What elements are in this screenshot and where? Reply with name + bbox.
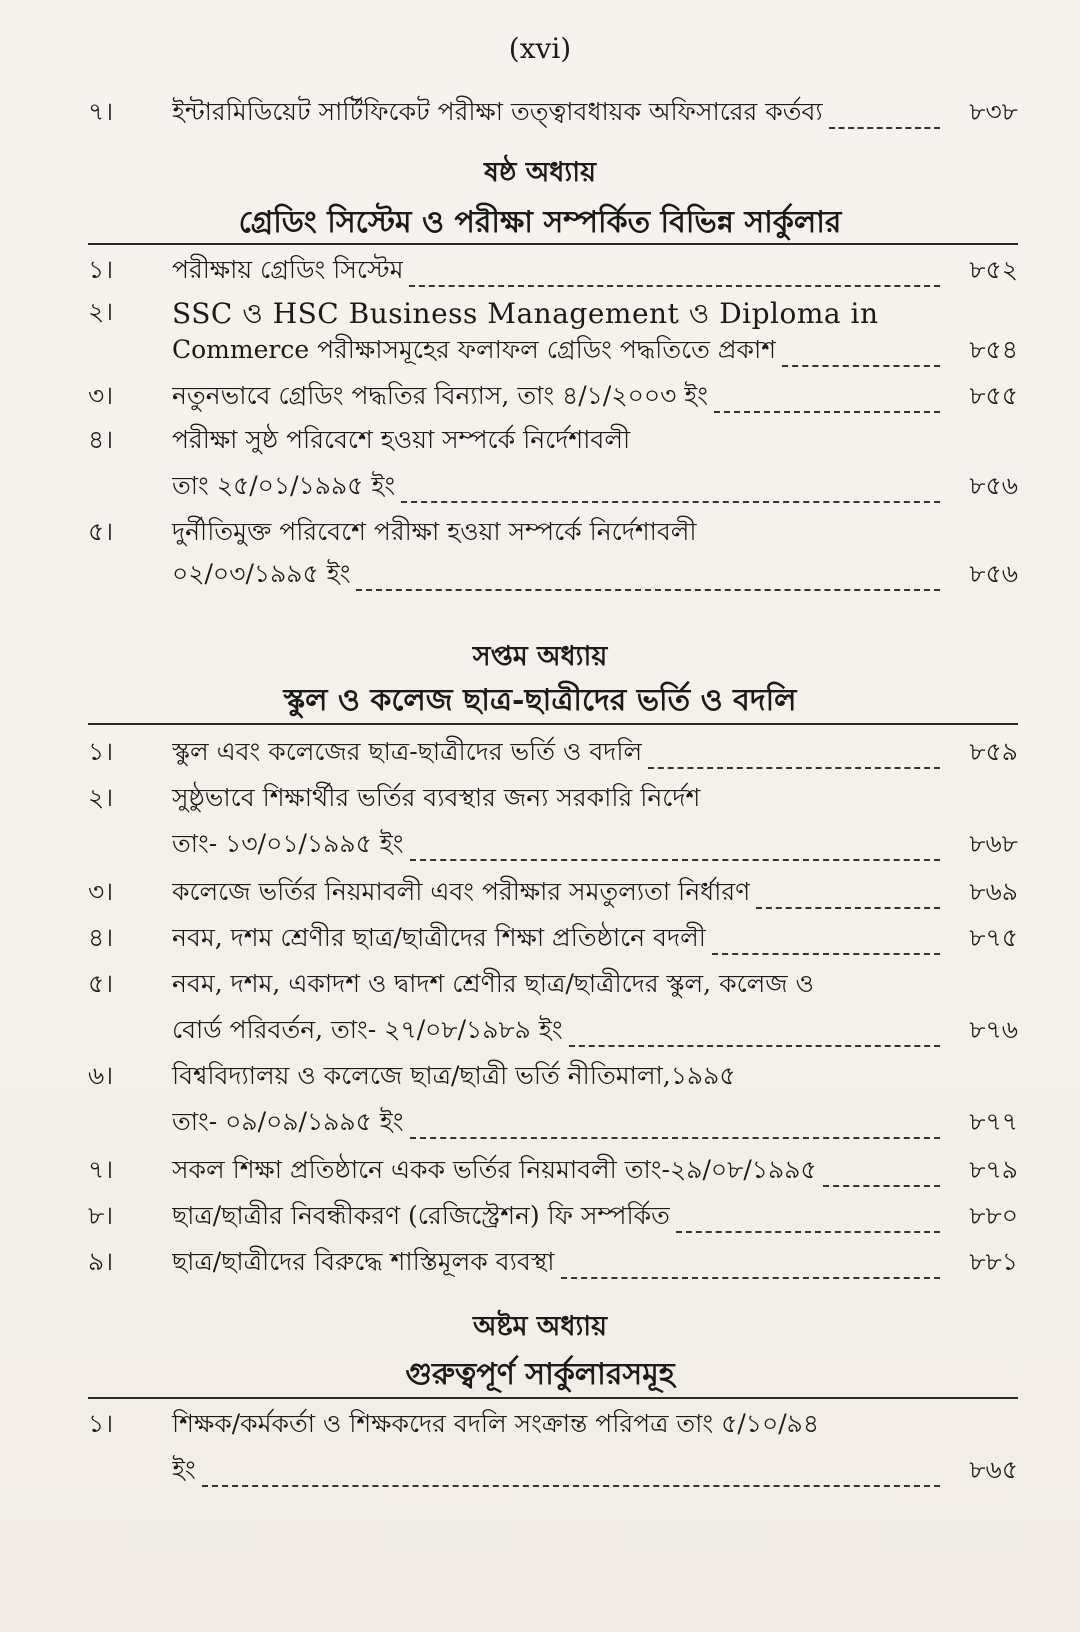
entry-page: ৮৫৫ <box>969 381 1018 410</box>
entry-page: ৮৮১ <box>969 1247 1018 1276</box>
entry-page: ৮৫৪ <box>969 335 1018 364</box>
entry-page: ৮৫৯ <box>969 737 1018 766</box>
section-rule <box>88 243 1018 245</box>
entry-number: ২। <box>88 297 114 326</box>
entry-title: ছাত্র/ছাত্রীদের বিরুদ্ধে শাস্তিমূলক ব্যবস্থা <box>172 1247 555 1276</box>
dot-leader <box>569 1045 940 1047</box>
page-number: (xvi) <box>508 32 572 65</box>
entry-number: ৪। <box>88 425 114 454</box>
entry-title-line1: শিক্ষক/কর্মকর্তা ও শিক্ষকদের বদলি সংক্রান্ত পরিপত্র তাং ৫/১০/৯৪ <box>172 1409 820 1438</box>
chapter-title: ষষ্ঠ অধ্যায় <box>484 157 596 188</box>
chapter-subtitle: গুরুত্বপূর্ণ সার্কুলারসমূহ <box>405 1357 675 1392</box>
dot-leader <box>756 907 940 909</box>
entry-page: ৮৬৮ <box>969 829 1018 858</box>
entry-number: ১। <box>88 737 114 766</box>
entry-title-line2: তাং- ১৩/০১/১৯৯৫ ইং <box>172 829 404 858</box>
dot-leader <box>782 365 940 367</box>
entry-title: নতুনভাবে গ্রেডিং পদ্ধতির বিন্যাস, তাং ৪/১/২০০৩ ইং <box>172 381 709 410</box>
dot-leader <box>410 859 940 861</box>
entry-page: ৮৫২ <box>969 255 1018 284</box>
entry-title: পরীক্ষায় গ্রেডিং সিস্টেম <box>172 255 404 284</box>
section-rule <box>88 723 1018 725</box>
entry-page: ৮৭৯ <box>969 1155 1018 1184</box>
section-rule <box>88 1397 1018 1399</box>
dot-leader <box>712 953 940 955</box>
entry-number: ৩। <box>88 381 114 410</box>
entry-title-line1: নবম, দশম, একাদশ ও দ্বাদশ শ্রেণীর ছাত্র/ছাত্রীদের স্কুল, কলেজ ও <box>172 969 814 998</box>
entry-page: ৮৭৫ <box>969 923 1018 952</box>
entry-title: সকল শিক্ষা প্রতিষ্ঠানে একক ভর্তির নিয়মাবলী তাং-২৯/০৮/১৯৯৫ <box>172 1155 817 1184</box>
dot-leader <box>409 285 940 287</box>
entry-title-line1: দুর্নীতিমুক্ত পরিবেশে পরীক্ষা হওয়া সম্পর্কে নির্দেশাবলী <box>172 517 697 546</box>
entry-page: ৮৫৬ <box>969 471 1018 500</box>
dot-leader <box>823 1185 940 1187</box>
chapter-title: অষ্টম অধ্যায় <box>472 1311 608 1342</box>
entry-page: ৮৬৫ <box>969 1455 1018 1484</box>
entry-number: ৬। <box>88 1061 114 1090</box>
entry-title-line2: বোর্ড পরিবর্তন, তাং- ২৭/০৮/১৯৮৯ ইং <box>172 1015 563 1044</box>
chapter-title: সপ্তম অধ্যায় <box>472 641 608 672</box>
entry-page: ৮৫৬ <box>969 559 1018 588</box>
entry-title-line1: সুষ্ঠুভাবে শিক্ষার্থীর ভর্তির ব্যবস্থার জন্য সরকারি নির্দেশ <box>172 783 701 812</box>
entry-title: কলেজে ভর্তির নিয়মাবলী এবং পরীক্ষার সমতুল্যতা নির্ধারণ <box>172 877 751 906</box>
dot-leader <box>714 411 940 413</box>
entry-number: ৭। <box>88 97 114 126</box>
entry-number: ২। <box>88 783 114 812</box>
entry-number: ৭। <box>88 1155 114 1184</box>
dot-leader <box>401 501 940 503</box>
entry-title-line1: বিশ্ববিদ্যালয় ও কলেজে ছাত্র/ছাত্রী ভর্তি নীতিমালা,১৯৯৫ <box>172 1061 736 1090</box>
entry-title-line2: ইং <box>172 1455 196 1484</box>
dot-leader <box>829 127 940 129</box>
entry-number: ৪। <box>88 923 114 952</box>
entry-title-line2: Commerce পরীক্ষাসমূহের ফলাফল গ্রেডিং পদ্ধতিতে প্রকাশ <box>172 335 777 364</box>
entry-title-line1: SSC ও HSC Business Management ও Diploma in <box>172 297 879 330</box>
chapter-subtitle: স্কুল ও কলেজ ছাত্র-ছাত্রীদের ভর্তি ও বদলি <box>283 683 797 718</box>
entry-page: ৮৭৭ <box>969 1107 1018 1136</box>
entry-number: ১। <box>88 255 114 284</box>
entry-title: ছাত্র/ছাত্রীর নিবন্ধীকরণ (রেজিস্ট্রেশন) ফি সম্পর্কিত <box>172 1201 670 1230</box>
entry-number: ১। <box>88 1409 114 1438</box>
entry-number: ৩। <box>88 877 114 906</box>
dot-leader <box>356 589 940 591</box>
dot-leader <box>648 767 940 769</box>
dot-leader <box>410 1137 940 1139</box>
entry-number: ৫। <box>88 517 114 546</box>
entry-title-line2: ০২/০৩/১৯৯৫ ইং <box>172 559 351 588</box>
entry-page: ৮৮০ <box>969 1201 1018 1230</box>
dot-leader <box>202 1485 940 1487</box>
chapter-subtitle: গ্রেডিং সিস্টেম ও পরীক্ষা সম্পর্কিত বিভিন্ন সার্কুলার <box>238 205 842 240</box>
entry-title-line2: তাং ২৫/০১/১৯৯৫ ইং <box>172 471 396 500</box>
entry-page: ৮৬৯ <box>969 877 1018 906</box>
entry-title-line1: পরীক্ষা সুষ্ঠ পরিবেশে হওয়া সম্পর্কে নির্দেশাবলী <box>172 425 631 454</box>
entry-title: স্কুল এবং কলেজের ছাত্র-ছাত্রীদের ভর্তি ও বদলি <box>172 737 643 766</box>
entry-page: ৮৭৬ <box>969 1015 1018 1044</box>
entry-page: ৮৩৮ <box>969 97 1018 126</box>
entry-number: ৫। <box>88 969 114 998</box>
entry-number: ৮। <box>88 1201 114 1230</box>
entry-title: নবম, দশম শ্রেণীর ছাত্র/ছাত্রীদের শিক্ষা প্রতিষ্ঠানে বদলী <box>172 923 706 952</box>
entry-title-line2: তাং- ০৯/০৯/১৯৯৫ ইং <box>172 1107 404 1136</box>
entry-number: ৯। <box>88 1247 114 1276</box>
entry-title: ইন্টারমিডিয়েট সার্টিফিকেট পরীক্ষা তত্ত্বাবধায়ক অফিসারের কর্তব্য <box>172 97 823 126</box>
dot-leader <box>676 1231 940 1233</box>
dot-leader <box>561 1277 940 1279</box>
